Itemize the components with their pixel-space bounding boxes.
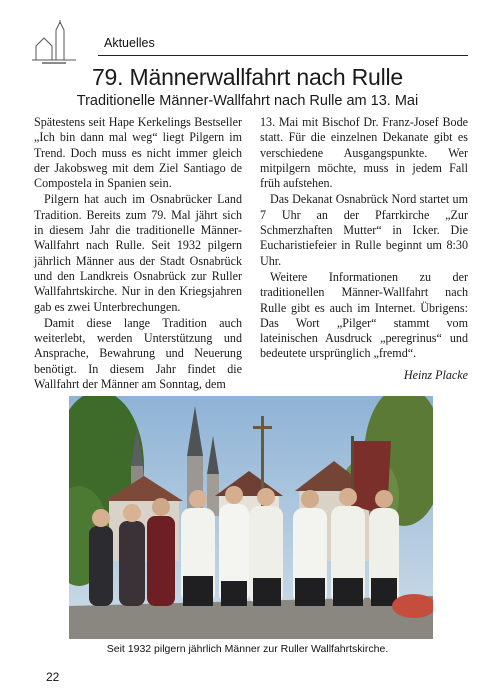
section-label: Aktuelles (104, 36, 155, 50)
article-title: 79. Männerwallfahrt nach Rulle (91, 64, 404, 90)
page-number: 22 (46, 670, 60, 684)
church-logo-icon (28, 20, 80, 66)
article-subtitle: Traditionelle Männer-Wallfahrt nach Rulle am 13. Mai (76, 93, 419, 109)
paragraph: Pilgern hat auch im Osnabrücker Land Tradition. Bereits zum 79. Mal jährt sich in diesem Jahr die traditionelle Männer-Wallfahrt nach Rulle. Seit 1932 pilgern jährlich Männer aus der Stadt Osnabrück und den Landkreis Osnabrück zur Ruller Wallfahrtskirche. Nur in den Kriegsjahren gab es zwei Unterbrechungen. (34, 192, 242, 314)
photo-caption: Seit 1932 pilgern jährlich Männer zur Ruller Wallfahrtskirche. (106, 643, 389, 655)
paragraph: Spätestens seit Hape Kerkelings Bestseller „Ich bin dann mal weg“ liegt Pilgern im Trend. Doch muss es nicht immer gleich der Jakobsweg mit dem Ziel Santiago de Compostela in Spanien sein. (34, 115, 242, 191)
paragraph: 13. Mai mit Bischof Dr. Franz-Josef Bode statt. Für die einzelnen Dekanate gibt es verschiedene Ausgangspunkte. Wer mitpilgern möchte, muss in jedem Fall früh aufstehen. (260, 115, 468, 191)
right-column (260, 115, 468, 383)
author-signature: Heinz Placke (403, 367, 468, 382)
paragraph: Damit diese lange Tradition auch weiterlebt, werden Unterstützung und Ansprache, Bewahrung und Neuerung benötigt. In diesem Jahr findet die Wallfahrt der Männer am Sonntag, dem (34, 315, 242, 392)
paragraph: Weitere Informationen zu der traditionellen Männer-Wallfahrt nach Rulle gibt es auch im Internet. Übrigens: Das Wort „Pilger“ stammt vom lateinischen Ausdruck „peregrinus“ und bedeutete ursprünglich „fremd“. (260, 269, 468, 361)
header-divider (98, 55, 468, 56)
procession-photo (69, 396, 433, 639)
paragraph: Das Dekanat Osnabrück Nord startet um 7 Uhr an der Pfarrkirche „Zur Schmerzhaften Mutter“ in Icker. Die Eucharistiefeier in Rulle beginnt um 8:30 Uhr. (260, 192, 468, 268)
left-column (34, 115, 242, 393)
